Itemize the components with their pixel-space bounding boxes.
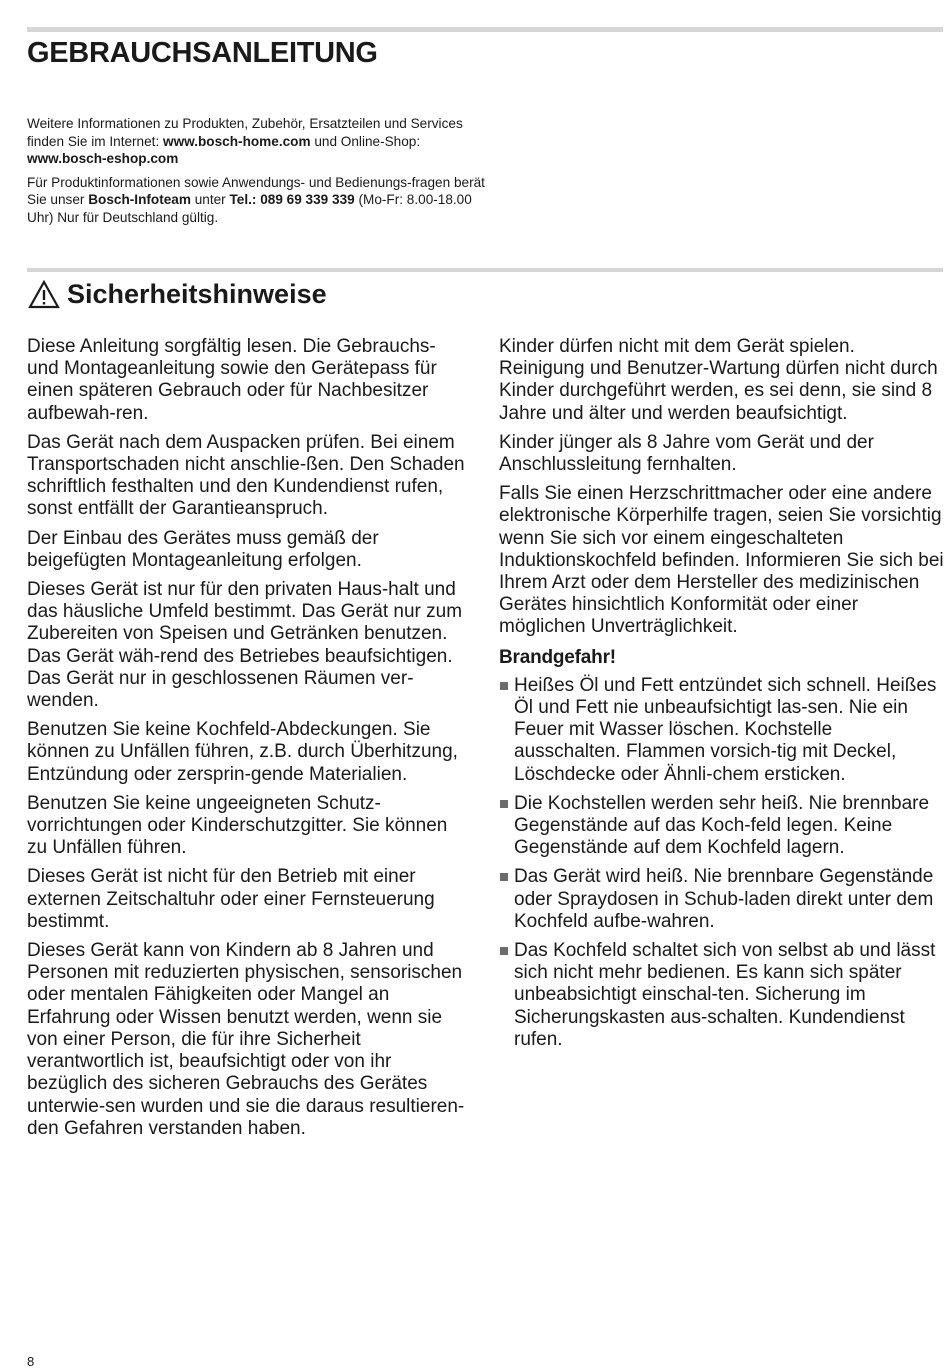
safety-paragraph: Dieses Gerät kann von Kindern ab 8 Jahren und Personen mit reduzierten physischen, sensorischen oder mentalen Fähigkeiten oder Mangel an Erfahrung oder Wissen benutzt werden, wenn sie von einer Person, die für ihre Sicherheit verantwortlich ist, beaufsichtigt oder von ihr bezüglich des sicheren Gebrauchs des Gerätes unterwie-sen wurden und sie die daraus resultieren-den Gefahren verstanden haben. — [27, 940, 465, 1139]
safety-paragraph: Dieses Gerät ist nur für den privaten Haus-halt und das häusliche Umfeld bestimmt. Das Gerät nur zum Zubereiten von Speisen und Getränken benutzen. Das Gerät wäh-rend des Betriebes beaufsichtigen. Das Gerät nur in geschlossenen Räumen ver-wenden. — [27, 579, 463, 712]
right-column — [499, 336, 944, 1058]
safety-paragraph: Kinder jünger als 8 Jahre vom Gerät und der Anschlussleitung fernhalten. — [499, 431, 874, 476]
safety-paragraph: Der Einbau des Gerätes muss gemäß der beigefügten Montageanleitung erfolgen. — [27, 527, 379, 571]
safety-paragraph: Das Gerät nach dem Auspacken prüfen. Bei einem Transportschaden nicht anschlie-ßen. Den Schaden schriftlich festhalten und den Kundendienst rufen, sonst entfällt der Garantieanspruch. — [27, 431, 465, 520]
intro-block — [27, 115, 487, 232]
safety-paragraph: Dieses Gerät ist nicht für den Betrieb mit einer externen Zeitschaltuhr oder einer Fernsteuerung bestimmt. — [27, 866, 435, 932]
intro-paragraph-infoteam: Für Produktinformationen sowie Anwendungs- und Bedienungs-fragen berät Sie unser Bosch-Infoteam unter Tel.: 089 69 339 339 (Mo-Fr: 8.00-18.00 Uhr) Nur für Deutschland gültig. — [27, 174, 485, 225]
warning-triangle-icon — [28, 280, 60, 309]
infoteam-phone: Tel.: 089 69 339 339 — [229, 192, 355, 207]
fire-hazard-list — [499, 675, 944, 1051]
list-item: Das Kochfeld schaltet sich von selbst ab und lässt sich nicht mehr bedienen. Es kann sich später unbeabsichtigt einschal-ten. Sicherung im Sicherungskasten aus-schalten. Kundendienst rufen. — [499, 940, 944, 1051]
fire-hazard-heading: Brandgefahr! — [499, 646, 616, 668]
intro-paragraph-web: Weitere Informationen zu Produkten, Zubehör, Ersatzteilen und Services finden Sie im Internet: www.bosch-home.com und Online-Shop: www.bosch-eshop.com — [27, 116, 463, 166]
link-bosch-eshop[interactable]: www.bosch-eshop.com — [27, 151, 179, 166]
safety-paragraph: Benutzen Sie keine Kochfeld-Abdeckungen. Sie können zu Unfällen führen, z.B. durch Überhitzung, Entzündung oder zersprin-gende Materialien. — [27, 719, 458, 785]
safety-paragraph: Kinder dürfen nicht mit dem Gerät spielen. Reinigung und Benutzer-Wartung dürfen nicht durch Kinder durchgeführt werden, es sei denn, sie sind 8 Jahre und älter und werden beaufsichtigt. — [499, 336, 938, 424]
section-divider — [27, 268, 943, 272]
left-column — [27, 336, 472, 1147]
square-bullet-icon — [500, 873, 508, 881]
list-item: Das Gerät wird heiß. Nie brennbare Gegenstände oder Spraydosen in Schub-laden direkt unter dem Kochfeld aufbe-wahren. — [499, 866, 944, 933]
section-heading — [28, 276, 327, 312]
infoteam-name: Bosch-Infoteam — [88, 192, 191, 207]
square-bullet-icon — [500, 800, 508, 808]
link-bosch-home[interactable]: www.bosch-home.com — [163, 133, 311, 149]
safety-paragraph: Falls Sie einen Herzschrittmacher oder eine andere elektronische Körperhilfe tragen, seien Sie vorsichtig wenn Sie sich vor einem eingeschalteten Induktionskochfeld befinden. Informieren Sie sich bei Ihrem Arzt oder dem Hersteller des medizinischen Gerätes hinsichtlich Konformität oder einer möglichen Unverträglichkeit. — [499, 483, 944, 638]
list-item: Die Kochstellen werden sehr heiß. Nie brennbare Gegenstände auf das Koch-feld legen. Keine Gegenstände auf dem Kochfeld lagern. — [499, 793, 944, 860]
safety-paragraph: Benutzen Sie keine ungeeigneten Schutz-vorrichtungen oder Kinderschutzgitter. Sie können zu Unfällen führen. — [27, 792, 448, 859]
square-bullet-icon — [500, 682, 508, 690]
safety-paragraph: Diese Anleitung sorgfältig lesen. Die Gebrauchs- und Montageanleitung sowie den Gerätepass für einen späteren Gebrauch oder für Nachbesitzer aufbewah-ren. — [27, 336, 437, 424]
page-number: 8 — [27, 1354, 35, 1369]
section-title: Sicherheitshinweise — [67, 279, 327, 309]
page-title: GEBRAUCHSANLEITUNG — [27, 37, 378, 69]
list-item: Heißes Öl und Fett entzündet sich schnell. Heißes Öl und Fett nie unbeaufsichtigt las-sen. Nie ein Feuer mit Wasser löschen. Kochstelle ausschalten. Flammen vorsich-tig mit Deckel, Löschdecke oder Ähnli-chem ersticken. — [499, 675, 944, 786]
square-bullet-icon — [500, 947, 508, 955]
top-divider — [27, 27, 943, 32]
